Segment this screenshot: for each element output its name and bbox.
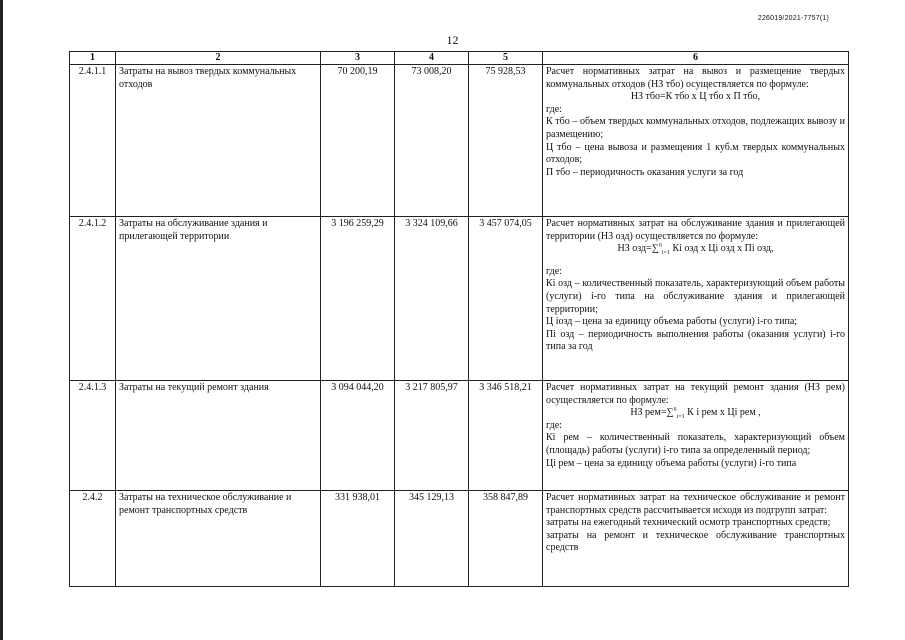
table-row: [70, 217, 849, 381]
row-value-4: 345 129,13: [395, 491, 469, 587]
formula: [546, 407, 845, 420]
row-code: 2.4.2: [70, 491, 116, 587]
row-code: 2.4.1.2: [70, 217, 116, 381]
row-name: Затраты на техническое обслуживание и ремонт транспортных средств: [116, 491, 321, 587]
formula: НЗ тбо=К тбо х Ц тбо х П тбо,: [630, 91, 761, 103]
row-value-3: 3 196 259,29: [321, 217, 395, 381]
row-value-4: 3 324 109,66: [395, 217, 469, 381]
where-label: где:: [546, 265, 562, 277]
formula: [546, 243, 845, 256]
definition-line: П тбо – периодичность оказания услуги за год: [546, 166, 744, 178]
table-row: [70, 491, 849, 587]
page-number: 12: [446, 33, 459, 47]
col-header-3: 3: [321, 52, 395, 65]
definition-line: Цi рем – цена за единицу объема работы (услуги) i-го типа: [546, 457, 797, 469]
table-row: [70, 65, 849, 217]
definition-line: затраты на ежегодный технический осмотр транспортных средств;: [546, 517, 831, 529]
row-value-5: 358 847,89: [469, 491, 543, 587]
sum-upper: n: [658, 242, 662, 249]
row-description: [543, 65, 849, 217]
description-intro: Расчет нормативных затрат на техническое обслуживание и ремонт транспортных средств рассчитывается исходя из подгрупп затрат:: [546, 492, 845, 516]
row-value-3: 70 200,19: [321, 65, 395, 217]
row-value-4: 3 217 805,97: [395, 381, 469, 491]
sum-symbol: ∑: [651, 243, 659, 255]
definition-line: затраты на ремонт и техническое обслуживание транспортных средств: [546, 529, 845, 554]
row-value-3: 3 094 044,20: [321, 381, 395, 491]
row-code: 2.4.1.1: [70, 65, 116, 217]
sum-lower: i=1: [661, 250, 670, 257]
table-row: [70, 381, 849, 491]
sum-symbol: ∑: [666, 407, 674, 419]
col-header-5: 5: [469, 52, 543, 65]
col-header-6: 6: [543, 52, 849, 65]
formula-right: К i рем х Цi рем ,: [684, 407, 761, 419]
sum-upper: n: [673, 406, 677, 413]
row-description: [543, 381, 849, 491]
sum-lower: i=1: [676, 414, 685, 421]
col-header-2: 2: [116, 52, 321, 65]
row-value-4: 73 008,20: [395, 65, 469, 217]
document-number: 226019/2021-7757(1): [757, 15, 829, 22]
col-header-4: 4: [395, 52, 469, 65]
definition-line: Кi озд – количественный показатель, характеризующий объем работы (услуги) i-го типа на обслуживание здания и прилегающей территории;: [546, 278, 845, 315]
formula-left: НЗ рем=: [630, 407, 667, 419]
definition-line: Ц iозд – цена за единицу объема работы (услуги) i-го типа;: [546, 316, 798, 328]
formula-left: НЗ озд=: [617, 243, 652, 255]
definition-line: Пi озд – периодичность выполнения работы (оказания услуги) i-го типа за год: [546, 328, 845, 353]
cost-table: [69, 51, 849, 587]
row-description: [543, 491, 849, 587]
definition-line: Ц тбо – цена вывоза и размещения 1 куб.м твердых коммунальных отходов;: [546, 141, 845, 166]
row-description: [543, 217, 849, 381]
header-row: [70, 52, 849, 65]
where-label: где:: [546, 419, 562, 431]
row-name: Затраты на текущий ремонт здания: [116, 381, 321, 491]
formula-right: Кi озд х Цi озд х Пi озд,: [669, 243, 774, 255]
description-intro: Расчет нормативных затрат на текущий ремонт здания (НЗ рем) осуществляется по формуле:: [546, 382, 845, 406]
row-value-5: 3 346 518,21: [469, 381, 543, 491]
row-value-5: 3 457 074,05: [469, 217, 543, 381]
row-code: 2.4.1.3: [70, 381, 116, 491]
row-name: Затраты на вывоз твердых коммунальных отходов: [116, 65, 321, 217]
definition-line: Кi рем – количественный показатель, характеризующий объем (площадь) работы (услуги) i-го типа за определенный период;: [546, 432, 845, 456]
col-header-1: 1: [70, 52, 116, 65]
row-name: Затраты на обслуживание здания и прилегающей территории: [116, 217, 321, 381]
definition-line: К тбо – объем твердых коммунальных отходов, подлежащих вывозу и размещению;: [546, 116, 845, 140]
description-intro: Расчет нормативных затрат на обслуживание здания и прилегающей территории (НЗ озд) осуществляется по формуле:: [546, 218, 845, 242]
row-value-5: 75 928,53: [469, 65, 543, 217]
scan-edge: [0, 0, 3, 640]
row-value-3: 331 938,01: [321, 491, 395, 587]
where-label: где:: [546, 103, 562, 115]
description-intro: Расчет нормативных затрат на вывоз и размещение твердых коммунальных отходов (НЗ тбо) осуществляется по формуле:: [546, 66, 845, 90]
